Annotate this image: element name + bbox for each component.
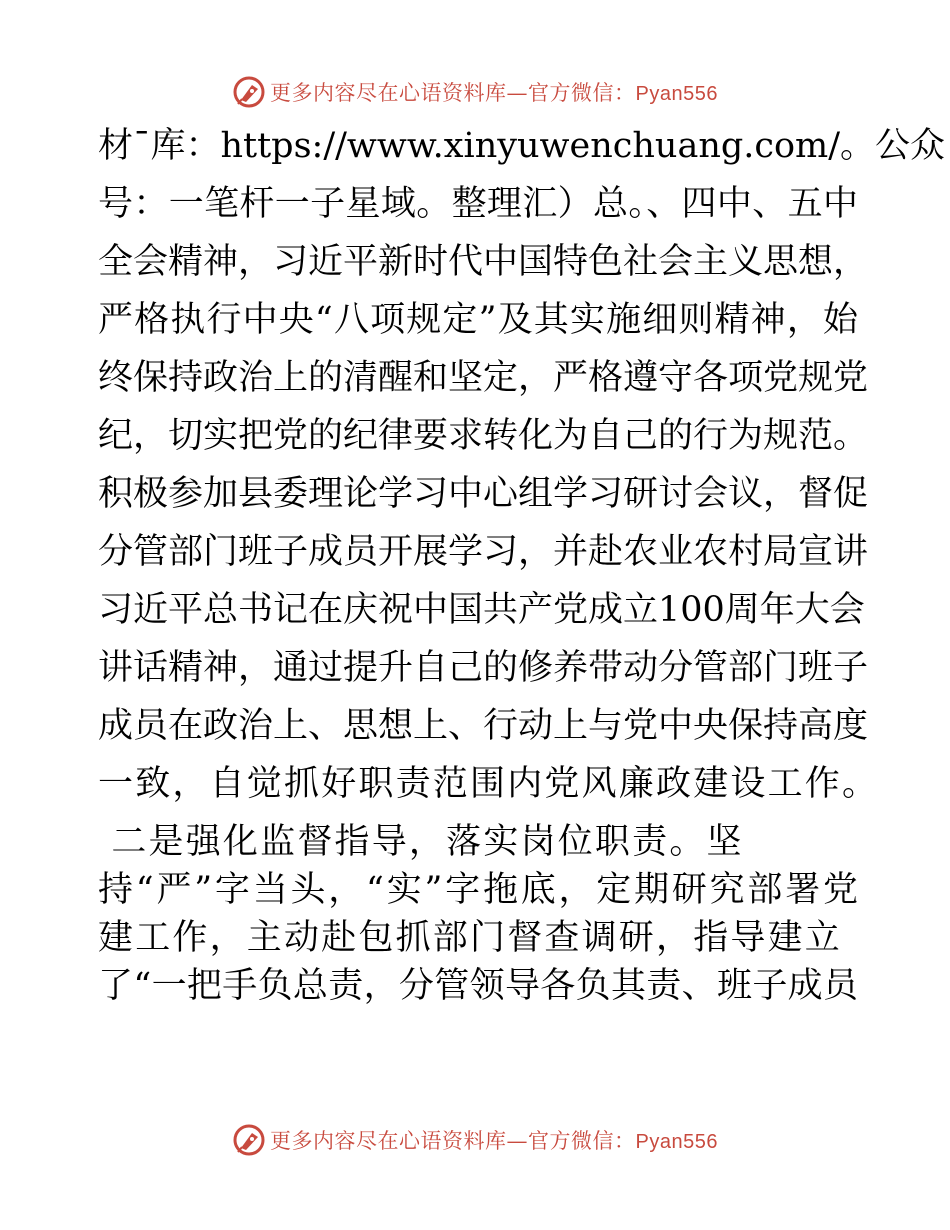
text-line: 严格执行中央“八项规定”及其实施细则精神，始 — [98, 300, 858, 340]
banner-text-cn: 更多内容尽在心语资料库—官方微信： — [270, 81, 636, 105]
footer-watermark-banner — [0, 1118, 950, 1162]
banner-text — [270, 77, 718, 107]
text-line: 持“严”字当头，“实”字拖底，定期研究部署党 — [98, 870, 858, 910]
text-line: 一致，自觉抓好职责范围内党风廉政建设工作。 — [98, 764, 880, 804]
document-body — [98, 126, 946, 1024]
text-line: 全会精神，习近平新时代中国特色社会主义思想， — [98, 242, 869, 282]
header-watermark-banner — [0, 70, 950, 114]
text-line: 积极参加县委理论学习中心组学习研讨会议，督促 — [98, 474, 869, 514]
banner-wechat-id: Pyan556 — [635, 83, 718, 105]
text-line: 成员在政治上、思想上、行动上与党中央保持高度 — [98, 706, 869, 746]
text-line: 建工作，主动赴包抓部门督查调研，指导建立 — [98, 918, 843, 958]
pen-nib-circle-icon — [232, 1123, 266, 1157]
banner-text-cn: 更多内容尽在心语资料库—官方微信： — [270, 1129, 636, 1153]
text-line: 分管部门班子成员开展学习，并赴农业农村局宣讲 — [98, 532, 869, 572]
pen-nib-circle-icon — [232, 75, 266, 109]
section-heading-line: 二是强化监督指导，落实岗位职责。坚 — [98, 822, 744, 862]
banner-wechat-id: Pyan556 — [635, 1131, 718, 1153]
text-line: 了“一把手负总责，分管领导各负其责、班子成员 — [98, 966, 858, 1006]
text-line: 材¯库：https://www.xinyuwenchuang.com/。公众 — [98, 126, 946, 166]
banner-text — [270, 1125, 718, 1155]
text-line: 号：一笔杆一子星域。整理汇）总。、四中、五中 — [98, 184, 858, 224]
text-line: 习近平总书记在庆祝中国共产党成立100周年大会 — [98, 590, 865, 630]
text-line: 讲话精神，通过提升自己的修养带动分管部门班子 — [98, 648, 869, 688]
text-line: 纪，切实把党的纪律要求转化为自己的行为规范。 — [98, 416, 869, 456]
text-line: 终保持政治上的清醒和坚定，严格遵守各项党规党 — [98, 358, 869, 398]
